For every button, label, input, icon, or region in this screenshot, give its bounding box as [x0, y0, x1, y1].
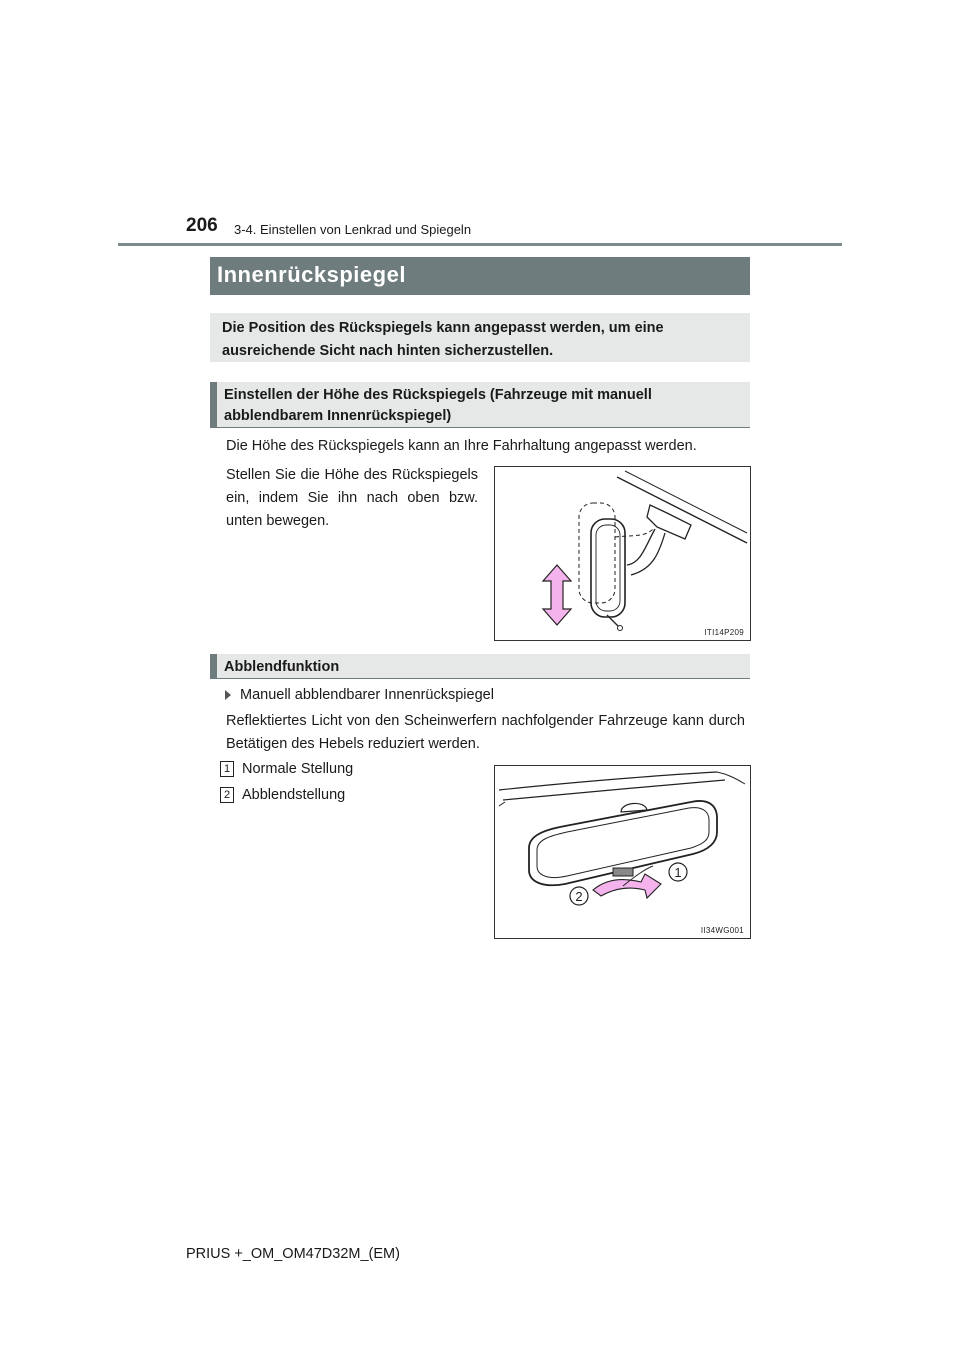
dimming-paragraph: Reflektiertes Licht von den Scheinwerfern nachfolgender Fahrzeuge kann durch Betätigen des Hebels reduziert werden.: [226, 713, 745, 752]
header-divider: [118, 243, 842, 246]
mirror-dimming-figure: [494, 765, 751, 939]
document-code: PRIUS +_OM_OM47D32M_(EM): [186, 1246, 400, 1262]
section-heading-height-text: Einstellen der Höhe des Rückspiegels (Fahrzeuge mit manuell abblendbarem Innenrückspiegel): [224, 387, 652, 424]
svg-text:1: 1: [674, 865, 682, 880]
mirror-height-illustration: [495, 467, 750, 640]
main-heading: Innenrückspiegel: [210, 257, 750, 295]
section-heading-height: [210, 382, 750, 428]
mirror-dimming-illustration: [495, 766, 750, 938]
height-instruction: Stellen Sie die Höhe des Rückspiegels ein, indem Sie ihn nach oben bzw. unten bewegen.: [226, 467, 478, 529]
section-heading-dimming: [210, 654, 750, 679]
figure-code: II34WG001: [700, 926, 744, 935]
item-label-normal: Normale Stellung: [242, 761, 354, 777]
chapter-title: 3-4. Einstellen von Lenkrad und Spiegeln: [234, 222, 472, 237]
svg-text:2: 2: [575, 889, 583, 904]
intro-text: Die Position des Rückspiegels kann angepasst werden, um eine ausreichende Sicht nach hinten sicherzustellen.: [222, 320, 664, 359]
dimming-bullet-text: Manuell abblendbarer Innenrückspiegel: [240, 687, 494, 703]
callout-number-1: 1: [220, 761, 234, 777]
figure-code: ITI14P209: [704, 628, 744, 637]
height-paragraph: Die Höhe des Rückspiegels kann an Ihre Fahrhaltung angepasst werden.: [226, 438, 697, 454]
page-number: 206: [186, 215, 218, 236]
triangle-bullet-icon: [225, 690, 231, 700]
item-label-dimmed: Abblendstellung: [242, 787, 346, 803]
intro-box: [210, 313, 750, 362]
callout-number-2: 2: [220, 787, 234, 803]
section-heading-dimming-text: Abblendfunktion: [224, 659, 340, 675]
mirror-height-figure: [494, 466, 751, 641]
